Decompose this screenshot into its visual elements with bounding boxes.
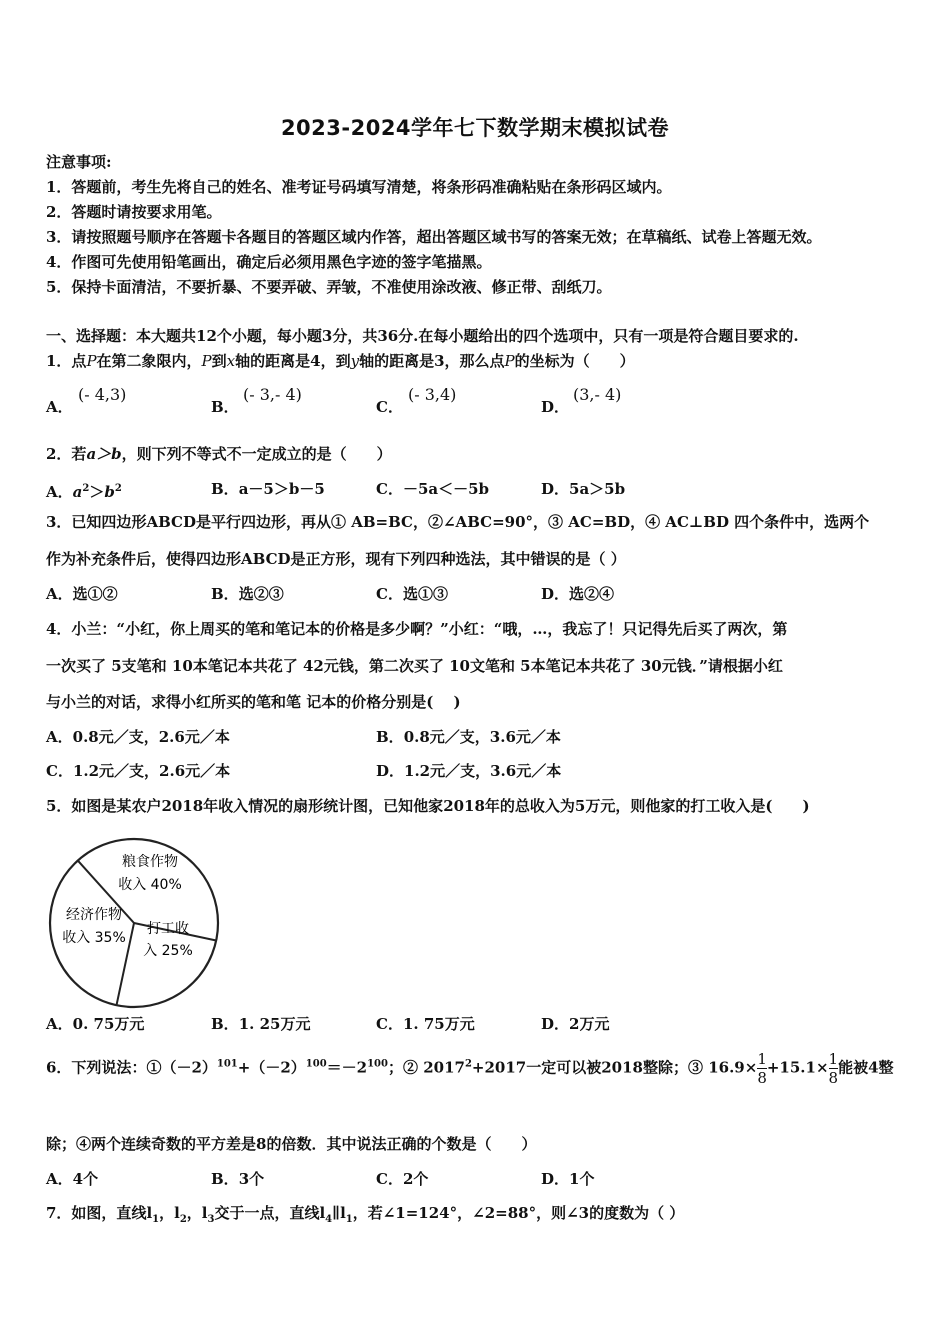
option-c[interactable]: C．2个 [376, 1170, 429, 1188]
slice-label-grain-value: 收入 40% [118, 877, 182, 893]
question-4-line-3: 与小兰的对话，求得小红所买的笔和笔 记本的价格分别是( ) [46, 693, 461, 711]
pie-chart [46, 833, 222, 1013]
option-b[interactable]: B．3个 [211, 1170, 265, 1188]
option-d[interactable]: D．1个 [541, 1170, 595, 1188]
option-b[interactable]: B． [211, 398, 239, 416]
option-b[interactable]: B．0.8元／支，3.6元／本 [376, 728, 561, 746]
option-c[interactable]: C．－5a＜－5b [376, 480, 490, 498]
notice-item: 4．作图可先使用铅笔画出，确定后必须用黑色字迹的签字笔描黑。 [46, 253, 492, 271]
option-a[interactable]: A．选①② [46, 585, 118, 603]
option-b[interactable]: B．选②③ [211, 585, 284, 603]
question-1: 1．点P在第二象限内，P到x轴的距离是4，到y轴的距离是3，那么点P的坐标为（ ） [46, 352, 635, 370]
notice-heading: 注意事项: [46, 153, 112, 171]
option-b[interactable]: B．a－5＞b－5 [211, 480, 325, 498]
question-3-line-1: 3．已知四边形ABCD是平行四边形，再从① AB=BC，②∠ABC=90°，③ AC=BD，④ AC⊥BD 四个条件中，选两个 [46, 513, 870, 531]
question-7: 7．如图，直线$l_1$，$l_2$，$l_3$交于一点，直线$l_4\parallel l_1$，若∠1=124°，∠2=88°，则∠3的度数为（ ） [46, 1204, 685, 1225]
question-4-line-2: 一次买了 5支笔和 10本笔记本共花了 42元钱，第二次买了 10文笔和 5本笔记本共花了 30元钱．”请根据小红 [46, 657, 783, 675]
notice-item: 1．答题前，考生先将自己的姓名、准考证号码填写清楚，将条形码准确粘贴在条形码区域内。 [46, 178, 672, 196]
option-a[interactable]: A．$a^2>b^2$ [46, 483, 122, 501]
question-2: 2．若a＞b，则下列不等式不一定成立的是（ ） [46, 445, 392, 463]
question-6-line-1: 6．下列说法：$①(-2)^{101}+(-2)^{100}=-2^{100}$；② $2017^2+2017$一定可以被2018整除；③ 16.9× $\frac{1}{8}$ +15.1× $\frac{1}{8}$ 能被4整 [46, 1050, 894, 1087]
section-heading: 一、选择题：本大题共12个小题，每小题3分，共36分.在每小题给出的四个选项中，只有一项是符合题目要求的. [46, 327, 799, 345]
question-6-line-2: 除；④两个连续奇数的平方差是8的倍数．其中说法正确的个数是（ ） [46, 1135, 537, 1153]
option-b-value: (- 3,- 4) [243, 385, 302, 404]
page-title: 2023-2024学年七下数学期末模拟试卷 [280, 116, 670, 140]
option-d[interactable]: D．选②④ [541, 585, 615, 603]
option-c[interactable]: C．选①③ [376, 585, 448, 603]
option-d[interactable]: D．1.2元／支，3.6元／本 [376, 762, 562, 780]
option-a-value: (- 4,3) [78, 385, 127, 404]
slice-label-cash-crop-value: 收入 35% [62, 930, 126, 946]
fraction: $\frac{1}{8}$ [828, 1050, 839, 1087]
option-a[interactable]: A．0. 75万元 [46, 1015, 145, 1033]
option-b[interactable]: B．1. 25万元 [211, 1015, 311, 1033]
question-5: 5．如图是某农户2018年收入情况的扇形统计图，已知他家2018年的总收入为5万元，则他家的打工收入是( ) [46, 797, 810, 815]
option-d-value: (3,- 4) [573, 385, 622, 404]
option-c[interactable]: C．1.2元／支，2.6元／本 [46, 762, 231, 780]
option-a[interactable]: A．0.8元／支，2.6元／本 [46, 728, 230, 746]
slice-label-work: 打工收 [147, 921, 189, 937]
fraction: $\frac{1}{8}$ [757, 1050, 767, 1087]
option-d[interactable]: D．5a＞5b [541, 480, 626, 498]
slice-label-cash-crop: 经济作物 [66, 907, 122, 923]
notice-item: 3．请按照题号顺序在答题卡各题目的答题区域内作答，超出答题区域书写的答案无效；在草稿纸、试卷上答题无效。 [46, 228, 822, 246]
option-c[interactable]: C． [376, 398, 403, 416]
option-a[interactable]: A．4个 [46, 1170, 99, 1188]
option-c-value: (- 3,4) [408, 385, 457, 404]
slice-label-grain: 粮食作物 [122, 854, 178, 870]
notice-item: 2．答题时请按要求用笔。 [46, 203, 222, 221]
slice-label-work-value: 入 25% [143, 943, 193, 959]
option-d[interactable]: D． [541, 398, 570, 416]
option-a[interactable]: A． [46, 398, 73, 416]
option-c[interactable]: C．1. 75万元 [376, 1015, 475, 1033]
question-4-line-1: 4．小兰：“小红，你上周买的笔和笔记本的价格是多少啊？”小红：“哦，…，我忘了！只记得先后买了两次，第 [46, 620, 788, 638]
notice-item: 5．保持卡面清洁，不要折暴、不要弄破、弄皱，不准使用涂改液、修正带、刮纸刀。 [46, 278, 612, 296]
option-d[interactable]: D．2万元 [541, 1015, 610, 1033]
question-3-line-2: 作为补充条件后，使得四边形ABCD是正方形，现有下列四种选法，其中错误的是（ ） [46, 550, 626, 568]
